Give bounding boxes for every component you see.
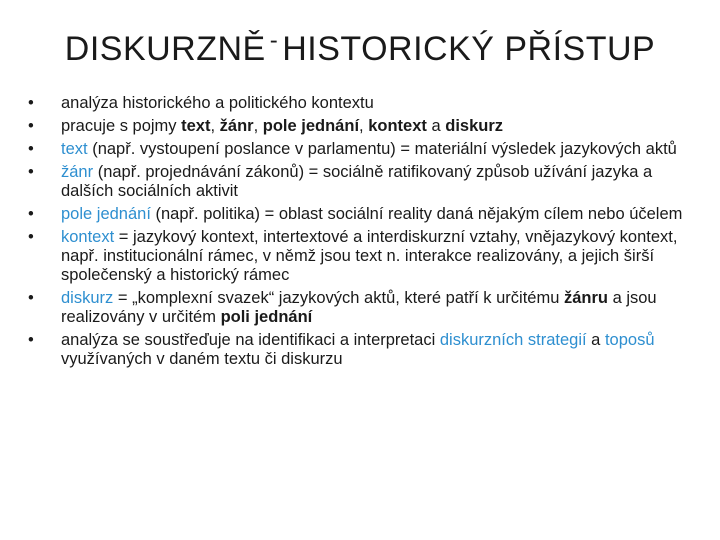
bullet-item [28,163,708,201]
highlighted-term: žánr [61,163,94,181]
bullet-item [28,228,708,285]
bullet-item [28,117,708,136]
bold-term: žánr [219,117,254,135]
bullet-marker: • [28,289,34,307]
bullet-marker: • [28,228,34,246]
bullet-text: (např. politika) = oblast sociální reality daná nějakým cílem nebo účelem [150,205,683,223]
bullet-marker: • [28,163,34,181]
page-title [0,27,720,69]
bold-term: text [181,117,211,135]
bullet-marker: • [28,205,34,223]
bullet-text: a [586,331,605,349]
bullet-marker: • [28,94,34,112]
title-left: DISKURZNĚ [64,30,266,68]
bullet-text: pracuje s pojmy [61,117,182,135]
bold-term: pole jednání [262,117,360,135]
bullet-text: analýza se soustřeďuje na identifikaci a interpretaci [61,331,440,349]
bullet-marker: • [28,140,34,158]
bullet-text: , [253,117,263,135]
bullet-text: využívaných v daném textu či diskurzu [61,350,343,368]
highlighted-term: pole jednání [61,205,151,223]
title-separator: - [269,27,279,54]
bullet-text: = „komplexní svazek“ jazykových aktů, které patří k určitému [113,289,564,307]
bullet-item [28,289,708,327]
bullet-marker: • [28,117,34,135]
bullet-item [28,140,708,159]
highlighted-term: diskurz [61,289,114,307]
bullet-text: , [359,117,369,135]
bullet-text: (např. vystoupení poslance v parlamentu) = materiální výsledek jazykových aktů [87,140,677,158]
bullet-list [28,94,708,373]
title-right: HISTORICKÝ PŘÍSTUP [282,30,656,68]
bullet-text: , [210,117,220,135]
highlighted-term: diskurzních strategií [439,331,587,349]
bold-term: diskurz [445,117,504,135]
highlighted-term: kontext [61,228,115,246]
bullet-marker: • [28,331,34,349]
bold-term: kontext [368,117,427,135]
bullet-text: (např. projednávání zákonů) = sociálně ratifikovaný způsob užívání jazyka a dalších sociálních aktivit [61,163,653,200]
bold-term: žánru [563,289,608,307]
bullet-text: analýza historického a politického kontextu [61,94,374,112]
bold-term: poli jednání [220,308,313,326]
bullet-item [28,94,708,113]
bullet-text: a jsou realizovány v určitém [61,289,657,326]
bullet-item [28,205,708,224]
bullet-text: = jazykový kontext, intertextové a interdiskurzní vztahy, vnějazykový kontext, např. institucionální rámec, v němž jsou text n. interakce realizovány, a jejich širší společenský a historický rámec [61,228,678,284]
highlighted-term: text [61,140,88,158]
bullet-item [28,331,708,369]
highlighted-term: toposů [604,331,655,349]
bullet-text: a [426,117,446,135]
